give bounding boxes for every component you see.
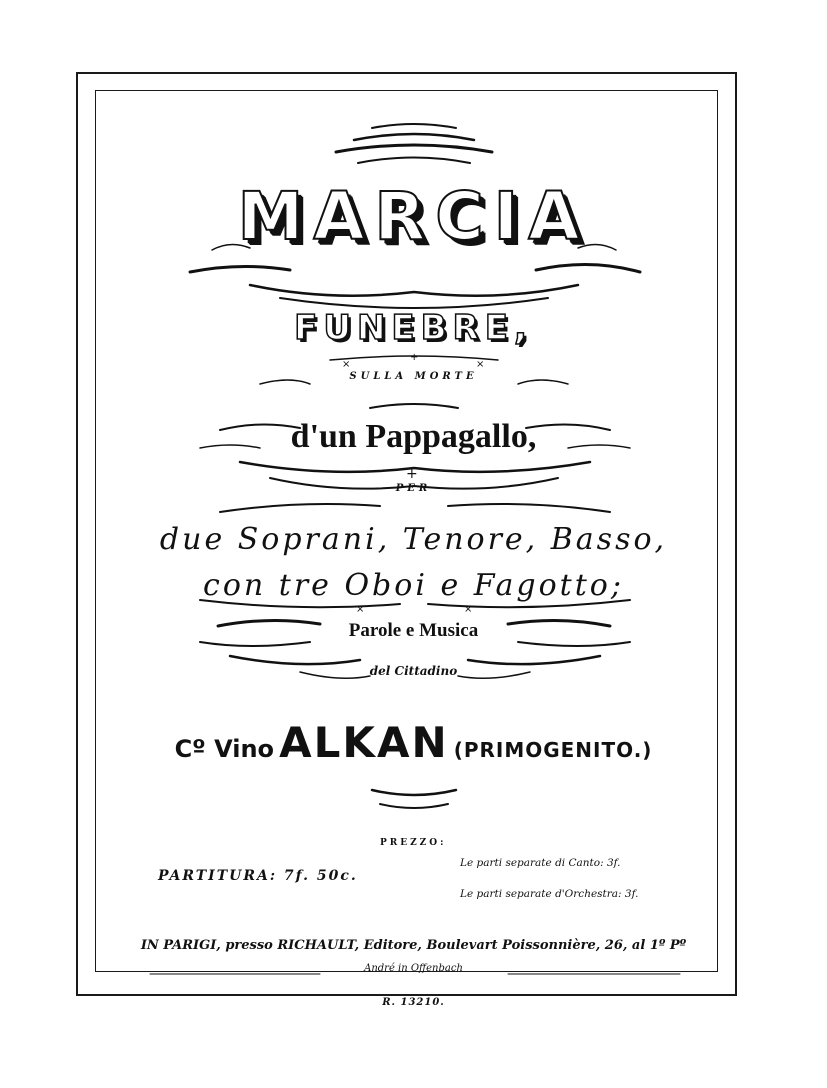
voices-line: due Soprani, Tenore, Basso, (159, 522, 668, 557)
title: MARCIA (237, 178, 590, 255)
andre-line: André in Offenbach (364, 963, 463, 974)
svg-text:×: × (476, 359, 485, 370)
parole-musica: Parole e Musica (348, 620, 479, 641)
instruments-line: con tre Oboi e Fagotto; (203, 568, 624, 603)
composer-suffix: (PRIMOGENITO.) (453, 738, 653, 762)
sulla-morte: SULLA MORTE (349, 371, 478, 382)
svg-text:+: + (410, 352, 419, 363)
subtitle: FUNEBRE, (294, 308, 533, 348)
svg-text:×: × (342, 359, 351, 370)
parti-orchestra-price: Le parti separate d'Orchestra: 3f. (460, 888, 639, 900)
svg-text:×: × (356, 604, 365, 615)
plate-number: R. 13210. (382, 997, 445, 1008)
partitura-price: PARTITURA: 7f. 50c. (158, 868, 358, 884)
parti-canto-price: Le parti separate di Canto: 3f. (460, 857, 621, 869)
svg-text:+: + (406, 466, 418, 482)
composer-line (0, 718, 827, 767)
pappagallo-line: d'un Pappagallo, (290, 418, 537, 455)
composer-abbrev: Cº Vino (174, 735, 275, 763)
publisher-line: IN PARIGI, presso RICHAULT, Editore, Boulevart Poissonnière, 26, al 1º Pº (140, 938, 687, 953)
per-label: PER (395, 483, 432, 494)
cittadino: del Cittadino (369, 664, 458, 678)
composer-name: ALKAN (279, 718, 449, 767)
prezzo-label: PREZZO: (380, 838, 447, 848)
svg-text:×: × (464, 604, 473, 615)
